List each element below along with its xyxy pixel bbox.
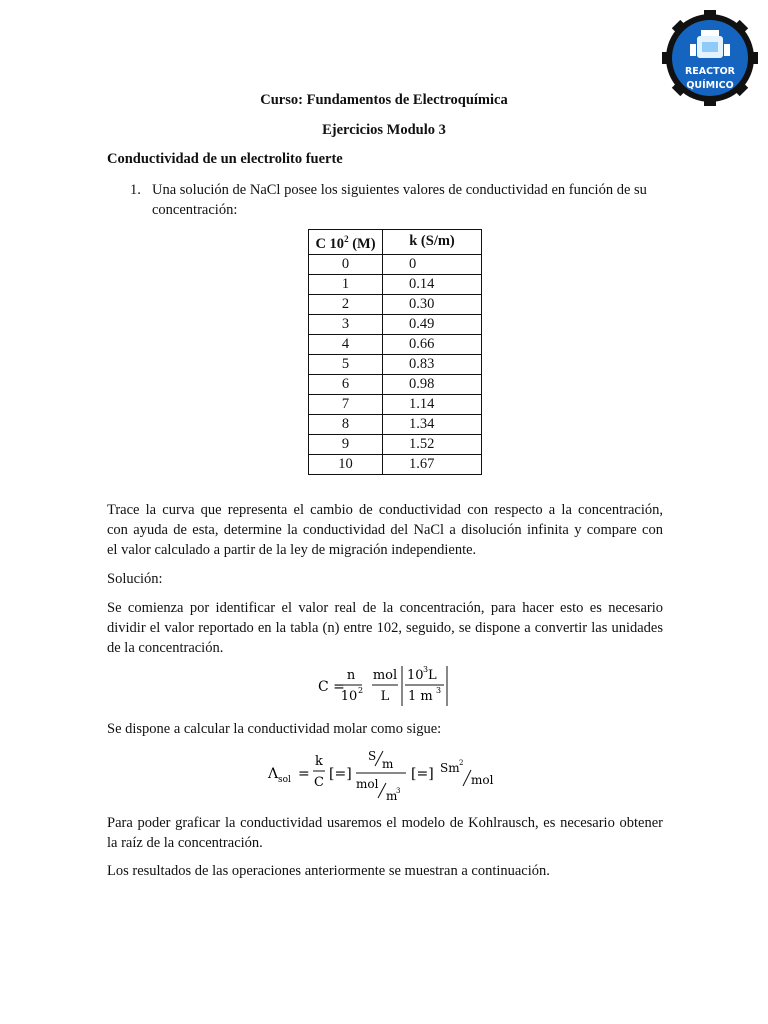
table-row [309, 414, 482, 434]
table-row [309, 274, 482, 294]
svg-text:m: m [386, 789, 398, 803]
table-row [309, 374, 482, 394]
svg-text:2: 2 [358, 686, 364, 695]
module-title: Ejercicios Modulo 3 [322, 122, 446, 138]
table-row [309, 254, 482, 274]
conductivity-cell: 1.14 [383, 394, 482, 414]
svg-text:=: = [298, 766, 310, 782]
svg-text:sol: sol [278, 775, 291, 785]
table-row [309, 314, 482, 334]
svg-text:[=]: [=] [329, 766, 352, 782]
instruction-paragraph: Trace la curva que representa el cambio de conductividad con respecto a la concentración, con ayuda de esta, determine la conductividad del NaCl a disolución infinita y compare con el valor calculado a partir de la ley de migración independiente. [107, 502, 663, 558]
svg-text:[=]: [=] [411, 766, 434, 782]
svg-text:3: 3 [436, 686, 442, 695]
conductivity-cell: 0.98 [383, 374, 482, 394]
svg-text:2: 2 [459, 759, 464, 767]
concentration-cell: 4 [309, 334, 383, 354]
section-title: Conductividad de un electrolito fuerte [107, 151, 343, 167]
molar-conductivity-equation [268, 748, 504, 804]
table-row [309, 434, 482, 454]
conductivity-cell: 0.49 [383, 314, 482, 334]
table-row [309, 294, 482, 314]
svg-text:m: m [382, 757, 394, 771]
solution-label: Solución: [107, 571, 163, 587]
svg-text:n: n [346, 668, 356, 683]
svg-text:mol: mol [372, 668, 398, 683]
svg-text:3: 3 [396, 787, 401, 795]
molar-conductivity-intro: Se dispone a calcular la conductividad molar como sigue: [107, 721, 442, 737]
conductivity-cell: 1.67 [383, 454, 482, 474]
svg-text:3: 3 [423, 665, 429, 674]
svg-text:1 m: 1 m [408, 689, 433, 704]
svg-text:S: S [368, 749, 377, 763]
kohlrausch-paragraph: Para poder graficar la conductividad usaremos el modelo de Kohlrausch, es necesario obtener la raíz de la concentración. [107, 815, 663, 851]
concentration-cell: 3 [309, 314, 383, 334]
table-row [309, 454, 482, 474]
course-title: Curso: Fundamentos de Electroquímica [260, 92, 508, 108]
concentration-cell: 1 [309, 274, 383, 294]
concentration-cell: 8 [309, 414, 383, 434]
conductivity-cell: 0.66 [383, 334, 482, 354]
solution-paragraph: Se comienza por identificar el valor real de la concentración, para hacer esto es necesario dividir el valor reportado en la tabla (n) entre 102, seguido, se dispone a convertir las unidades de la concentración. [107, 600, 663, 656]
svg-text:L: L [428, 668, 437, 683]
svg-text:mol: mol [356, 777, 379, 791]
exercise-text [152, 180, 663, 220]
concentration-cell: 9 [309, 434, 383, 454]
svg-text:k: k [315, 754, 323, 769]
table-row [309, 394, 482, 414]
svg-text:mol: mol [471, 773, 494, 787]
concentration-cell: 2 [309, 294, 383, 314]
conductivity-table [308, 229, 482, 475]
results-paragraph: Los resultados de las operaciones anteriormente se muestran a continuación. [107, 863, 550, 879]
conductivity-cell: 0.30 [383, 294, 482, 314]
svg-text:L: L [380, 689, 390, 704]
exercise-line-1: Una solución de NaCl posee los siguientes valores de conductividad en función de su [152, 182, 647, 198]
conductivity-cell: 1.52 [383, 434, 482, 454]
svg-text:C =: C = [318, 679, 345, 695]
conductivity-cell: 0.14 [383, 274, 482, 294]
concentration-cell: 5 [309, 354, 383, 374]
concentration-equation [318, 662, 450, 712]
table-row [309, 354, 482, 374]
header-conductivity: k (S/m) [383, 230, 482, 255]
header-concentration: C $10^2$ (M) [309, 230, 383, 255]
conductivity-cell: 0 [383, 254, 482, 274]
concentration-cell: 7 [309, 394, 383, 414]
logo-line2: QUÍMICO [686, 80, 734, 91]
svg-text:Sm: Sm [440, 761, 460, 775]
exercise-line-2: concentración: [152, 202, 238, 218]
conductivity-cell: 1.34 [383, 414, 482, 434]
concentration-cell: 0 [309, 254, 383, 274]
svg-text:Λ: Λ [268, 766, 279, 782]
table-row [309, 334, 482, 354]
svg-text:C: C [314, 775, 324, 790]
svg-text:10: 10 [407, 668, 424, 683]
concentration-cell: 10 [309, 454, 383, 474]
concentration-cell: 6 [309, 374, 383, 394]
conductivity-cell: 0.83 [383, 354, 482, 374]
svg-text:10: 10 [340, 689, 358, 704]
logo-line1: REACTOR [684, 66, 736, 77]
exercise-number: 1. [130, 182, 141, 198]
table-header-row [309, 230, 482, 255]
